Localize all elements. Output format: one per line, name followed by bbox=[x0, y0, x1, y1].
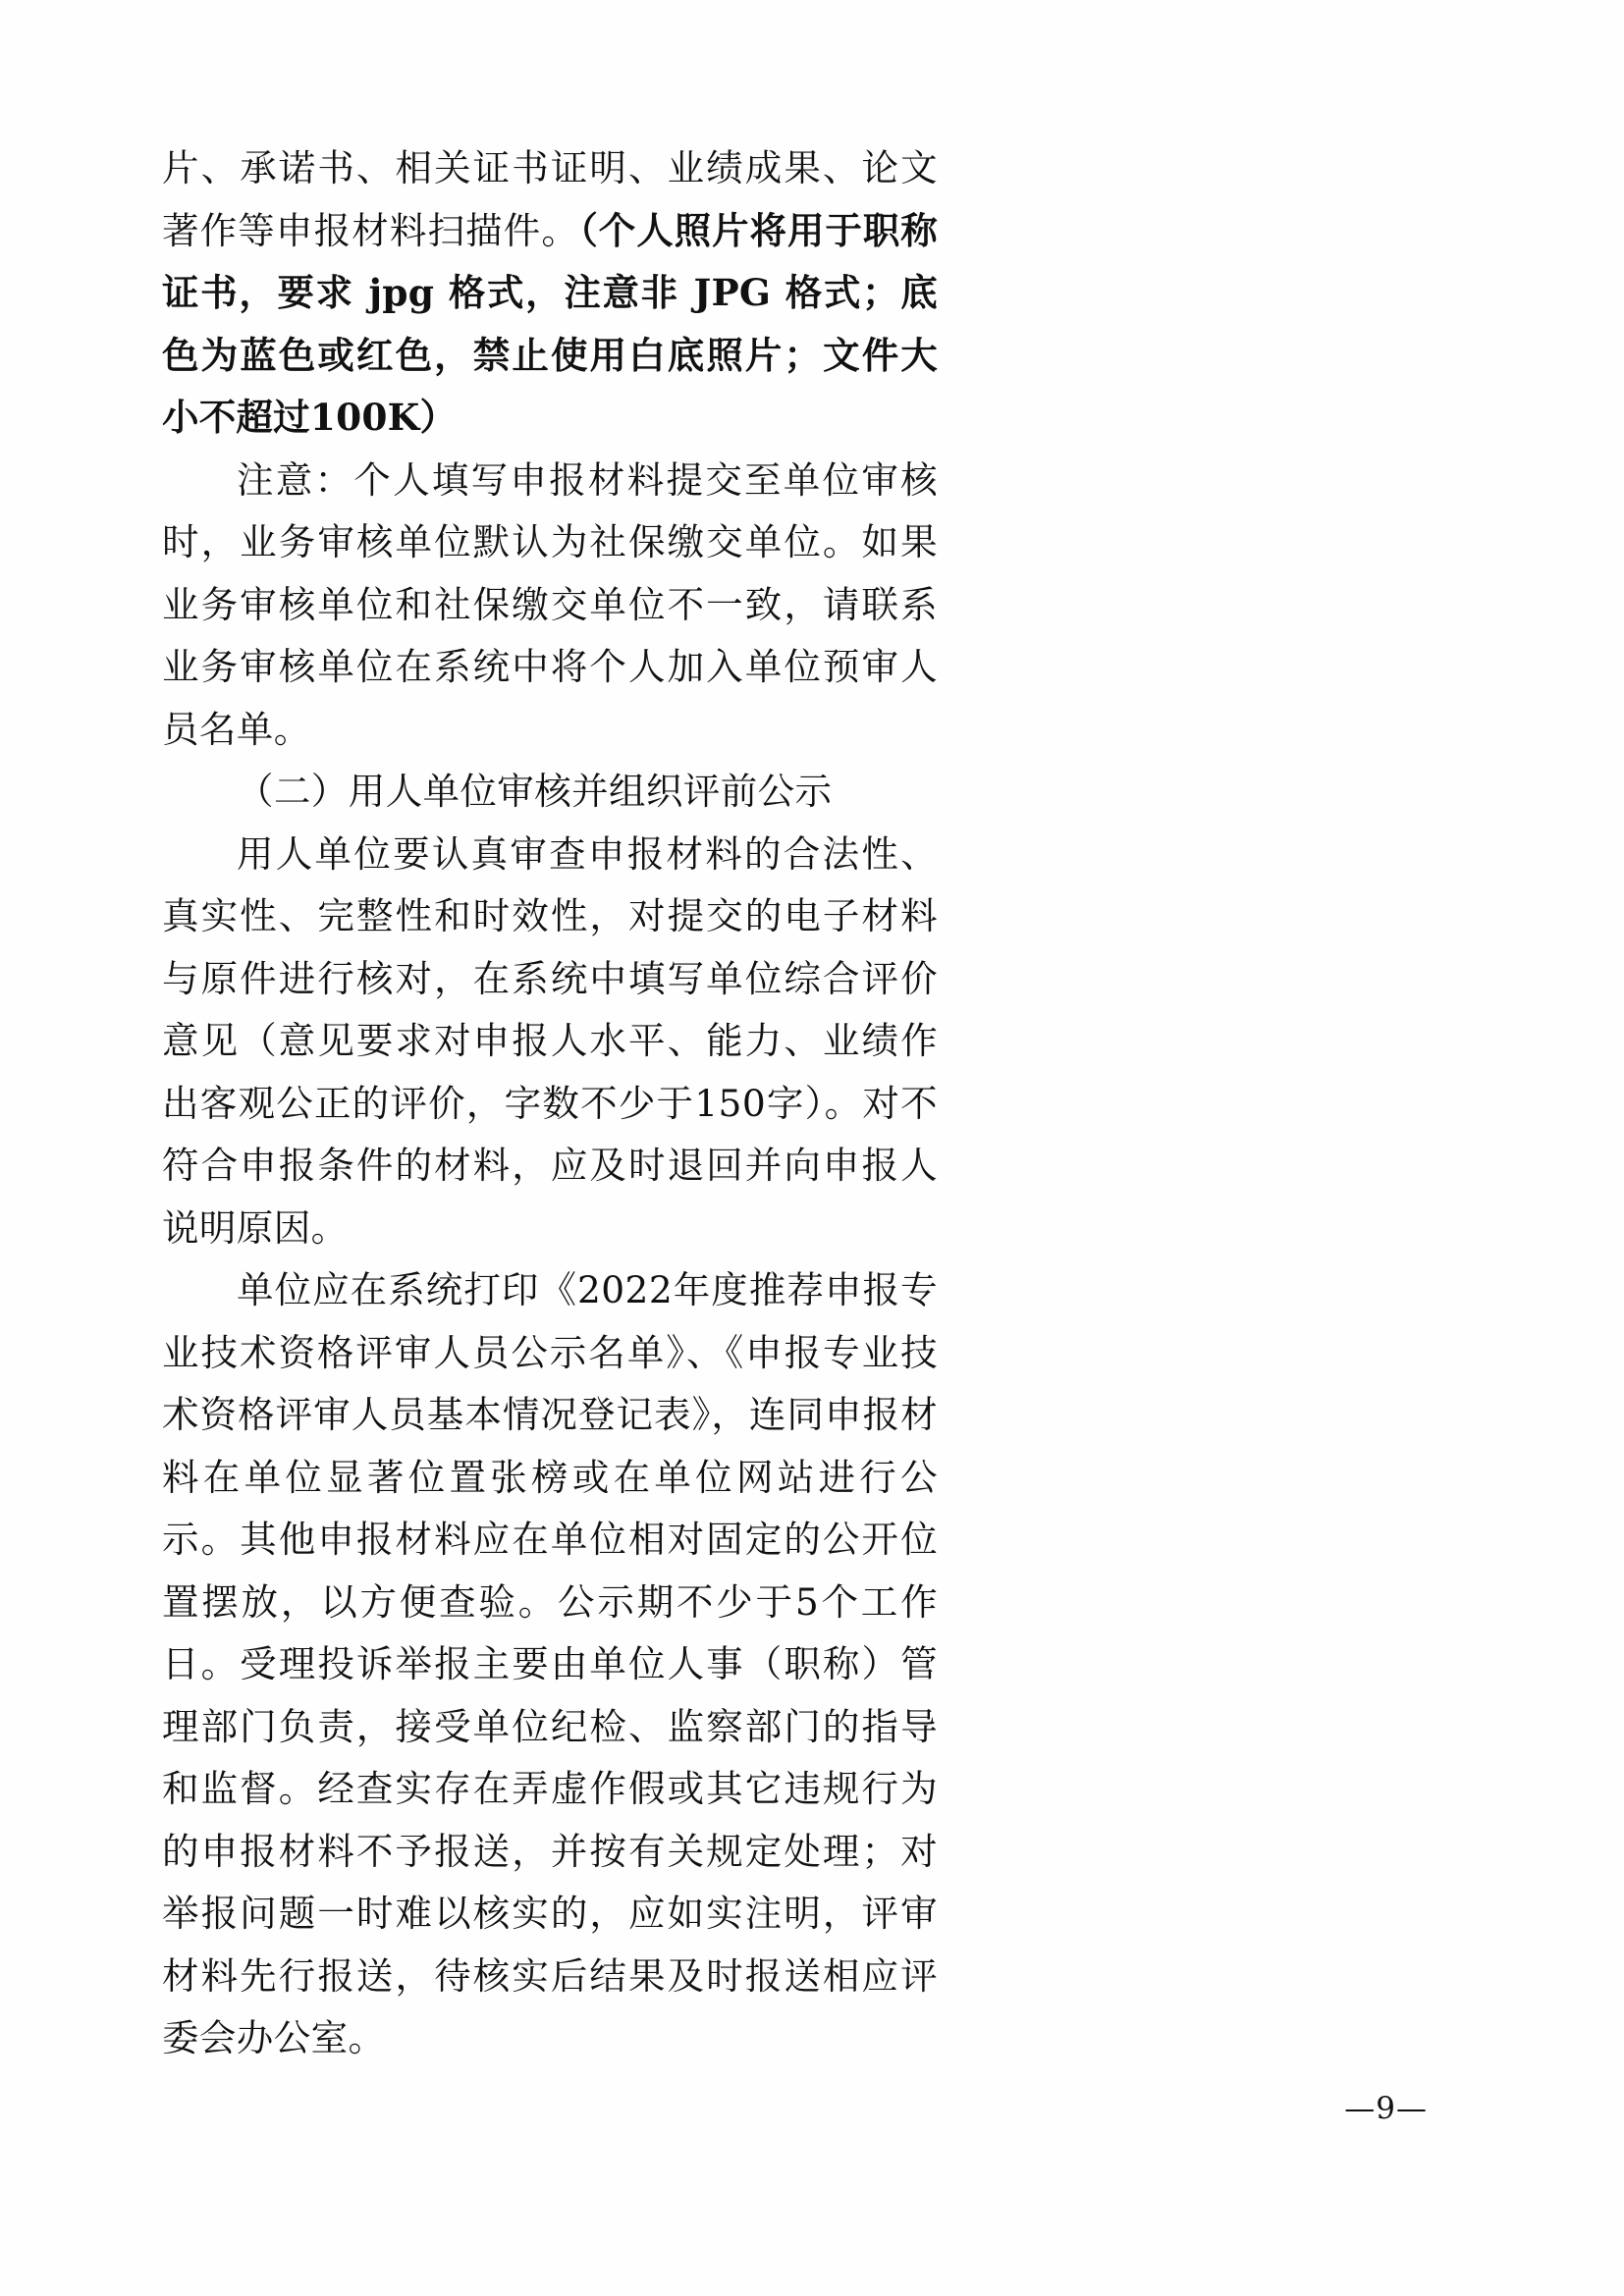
text-run: 单位应在系统打印《2022年度推荐申报专业技术资格评审人员公示名单》、《申报专业技术资格评审人员基本情况登记表》，连同申报材料在单位显著位置张榜或在单位网站进行公示。其他申报材料应在单位相对固定的公开位置摆放，以方便查验。公示期不少于5个工作日。受理投诉举报主要由单位人事（职称）管理部门负责，接受单位纪检、监察部门的指导和监督。经查实存在弄虚作假或其它违规行为的申报材料不予报送，并按有关规定处理；对举报问题一时难以核实的，应如实注明，评审材料先行报送，待核实后结果及时报送相应评委会办公室。 bbox=[162, 1268, 938, 2059]
section-heading bbox=[162, 761, 938, 824]
paragraph bbox=[162, 824, 938, 1260]
page-number: —9— bbox=[1344, 2091, 1428, 2126]
text-run: 注意：个人填写申报材料提交至单位审核时，业务审核单位默认为社保缴交单位。如果业务审核单位和社保缴交单位不一致，请联系业务审核单位在系统中将个人加入单位预审人员名单。 bbox=[162, 457, 938, 751]
page-body-text bbox=[162, 137, 938, 2070]
paragraph bbox=[162, 137, 938, 450]
paragraph bbox=[162, 450, 938, 762]
text-run: （二）用人单位审核并组织评前公示 bbox=[237, 770, 833, 813]
emphasis-text-run: （个人照片将用于职称证书，要求 jpg 格式，注意非 JPG 格式；底色为蓝色或红色，禁止使用白底照片；文件大小不超过100K） bbox=[162, 208, 939, 439]
text-run: 片、承诺书、相关证书证明、业绩成果、论文著作等申报材料扫描件。 bbox=[162, 146, 938, 252]
text-run: 用人单位要认真审查申报材料的合法性、真实性、完整性和时效性，对提交的电子材料与原件进行核对，在系统中填写单位综合评价意见（意见要求对申报人水平、能力、业绩作出客观公正的评价，字数不少于150字）。对不符合申报条件的材料，应及时退回并向申报人说明原因。 bbox=[162, 831, 938, 1250]
paragraph bbox=[162, 1259, 938, 2070]
